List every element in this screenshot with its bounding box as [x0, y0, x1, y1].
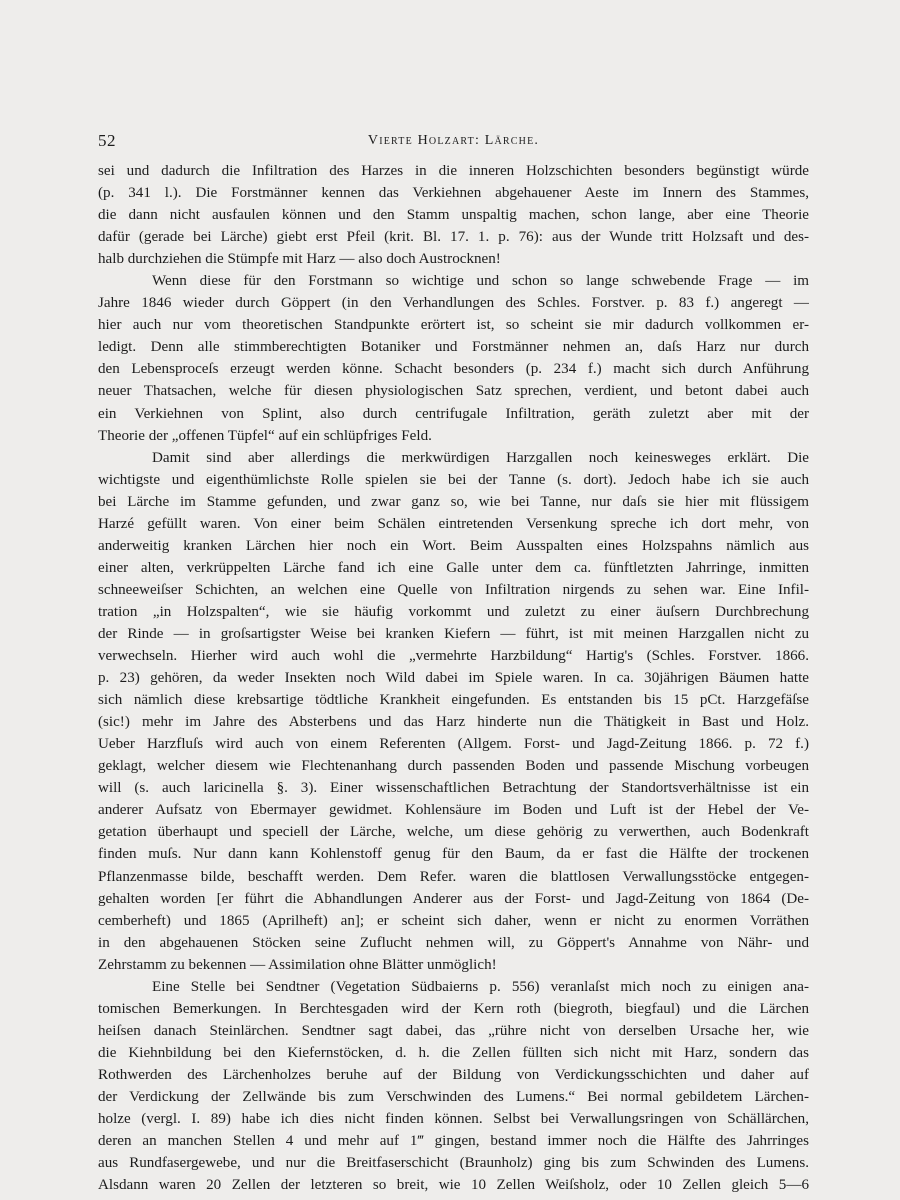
text-line: neuer Thatsachen, welche für diesen physiologischen Satz sprechen, verdient, und betont dabei auch [98, 383, 809, 400]
text-line: heiſsen danach Steinlärchen. Sendtner sagt dabei, das „rühre nicht von derselben Ursache her, wie [98, 1022, 809, 1039]
text-line: holze (vergl. I. 89) habe ich dies nicht finden können. Selbst bei Verwallungsringen von Schällärchen, [98, 1111, 809, 1128]
text-line: Theorie der „offenen Tüpfel“ auf ein schlüpfriges Feld. [98, 427, 432, 444]
page-header [98, 131, 809, 151]
running-head: Vierte Holzart: Lärche. [367, 133, 540, 148]
text-line: getation überhaupt und speciell der Lärche, welche, um diese gehörig zu verwerthen, auch Bodenkraft [98, 824, 809, 841]
text-line: anderer Aufsatz von Ebermayer gewidmet. Kohlensäure im Boden und Luft ist der Hebel der Ve- [98, 802, 809, 819]
text-line: der Verdickung der Zellwände bis zum Verschwinden des Lumens.“ Bei normal gebildetem Lärchen- [98, 1088, 809, 1105]
text-line: Rothwerden des Lärchenholzes beruhe auf der Bildung von Verdickungsschichten und daher auf [98, 1066, 809, 1083]
text-line: ein Verkiehnen von Splint, also durch centrifugale Infiltration, geräth zuletzt aber mit der [98, 405, 809, 422]
text-line: einer alten, verkrüppelten Lärche fand ich eine Galle unter dem ca. fünftletzten Jahrringe, inmitten [98, 559, 809, 576]
text-line: Ueber Harzfluſs wird auch von einem Referenten (Allgem. Forst- und Jagd-Zeitung 1866. p. 72 f.) [98, 736, 809, 753]
body-text [98, 160, 809, 1196]
text-line: anderweitig kranken Lärchen hier noch ein Wort. Beim Ausspalten eines Holzspahns nämlich aus [98, 537, 809, 554]
text-line: deren an manchen Stellen 4 und mehr auf 1‴ gingen, bestand immer noch die Hälfte des Jahrringes [98, 1133, 809, 1150]
text-line: halb durchziehen die Stümpfe mit Harz — also doch Austrocknen! [98, 251, 501, 268]
paragraph-first-line: Eine Stelle bei Sendtner (Vegetation Südbaierns p. 556) veranlaſst mich noch zu einigen ana- [152, 978, 809, 995]
text-line: hier auch nur vom theoretischen Standpunkte erörtert ist, so scheint sie mir dadurch vollkommen er- [98, 317, 809, 334]
text-line: in den abgehauenen Stöcken seine Zuflucht nehmen will, zu Göppert's Annahme von Nähr- und [98, 934, 809, 951]
paragraph-first-line: Wenn diese für den Forstmann so wichtige und schon so lange schwebende Frage — im [152, 273, 809, 290]
text-line: aus Rundfasergewebe, und nur die Breitfaserschicht (Braunholz) ging bis zum Schwinden des Lumens. [98, 1155, 809, 1172]
text-line: cemberheft) und 1865 (Aprilheft) an]; er scheint sich daher, wenn er nicht zu enormen Vorräthen [98, 912, 809, 929]
page-number: 52 [98, 131, 116, 150]
paragraph-first-line: Damit sind aber allerdings die merkwürdigen Harzgallen noch keinesweges erklärt. Die [152, 449, 809, 466]
text-line: die Kiehnbildung bei den Kiefernstöcken, d. h. die Zellen füllten sich nicht mit Harz, sondern das [98, 1044, 809, 1061]
text-line: Zehrstamm zu bekennen — Assimilation ohne Blätter unmöglich! [98, 956, 497, 973]
text-line: sei und dadurch die Infiltration des Harzes in die inneren Holzschichten besonders begünstigt würde [98, 163, 809, 179]
text-line: den Lebensproceſs erzeugt werden könne. Schacht besonders (p. 234 f.) macht sich durch Anführung [98, 361, 809, 378]
text-line: bei Lärche im Stamme gefunden, und zwar ganz so, wie bei Tanne, nur daſs sie hier mit flüssigem [98, 493, 809, 510]
text-line: (sic!) mehr im Jahre des Absterbens und das Harz hinderte nun die Thätigkeit in Bast und Holz. [98, 714, 809, 731]
text-line: Pflanzenmasse bilde, beschafft werden. Dem Refer. waren die blattlosen Verwallungsstöcke entgegen- [98, 868, 809, 885]
text-line: dafür (gerade bei Lärche) giebt erst Pfeil (krit. Bl. 17. 1. p. 76): aus der Wunde tritt Holzsaft und des- [98, 229, 809, 246]
text-line: (p. 341 l.). Die Forstmänner kennen das Verkiehnen abgehauener Aeste im Innern des Stammes, [98, 185, 809, 202]
text-line: tomischen Bemerkungen. In Berchtesgaden wird der Kern roth (biegroth, biegfaul) und die Lärchen [98, 1000, 809, 1017]
text-line: Alsdann waren 20 Zellen der letzteren so breit, wie 10 Zellen Weiſsholz, oder 10 Zellen gleich 5—6 [98, 1177, 809, 1194]
text-line: finden muſs. Nur dann kann Kohlenstoff genug für den Baum, da er fast die Hälfte der trockenen [98, 846, 809, 863]
text-line: tration „in Holzspalten“, wie sie häufig vorkommt und zuletzt zu einer äuſsern Durchbrechung [98, 603, 809, 620]
text-line: ledigt. Denn alle stimmberechtigten Botaniker und Forstmänner nehmen an, daſs Harz nur durch [98, 339, 809, 356]
text-line: wichtigste und eigenthümlichste Rolle spielen sie bei der Tanne (s. dort). Jedoch habe ich sie auch [98, 471, 809, 488]
text-line: sich nämlich diese krebsartige tödtliche Krankheit eingefunden. Es entstanden bis 15 pCt. Harzgefäſse [98, 692, 809, 709]
text-line: schneeweiſser Schichten, an welchen eine Quelle von Infiltration nirgends zu sehen war. Eine Infil- [98, 581, 809, 598]
text-line: p. 23) gehören, da weder Insekten noch Wild dabei im Spiele waren. In ca. 30jährigen Bäumen hatte [98, 670, 809, 687]
text-line: Harzé gefüllt waren. Von einer beim Schälen eintretenden Versenkung spreche ich dort mehr, von [98, 515, 809, 532]
text-line: gehalten worden [er führt die Abhandlungen Anderer aus der Forst- und Jagd-Zeitung von 1864 (De- [98, 890, 809, 907]
text-line: verwechseln. Hierher wird auch wohl die „vermehrte Harzbildung“ Hartig's (Schles. Forstver. 1866. [98, 648, 809, 665]
text-line: will (s. auch laricinella §. 3). Einer wissenschaftlichen Betrachtung der Standortsverhältnisse ist ein [98, 780, 809, 797]
text-line: geklagt, welcher diesem wie Flechtenanhang durch passenden Boden und passende Mischung vorbeugen [98, 758, 809, 775]
text-line: die dann nicht ausfaulen können und den Stamm unspaltig machen, schon lange, aber eine Theorie [98, 207, 809, 224]
text-line: der Rinde — in groſsartigster Weise bei kranken Kiefern — führt, ist mit meinen Harzgallen nicht zu [98, 625, 809, 642]
text-line: Jahre 1846 wieder durch Göppert (in den Verhandlungen des Schles. Forstver. p. 83 f.) angeregt — [98, 295, 809, 312]
